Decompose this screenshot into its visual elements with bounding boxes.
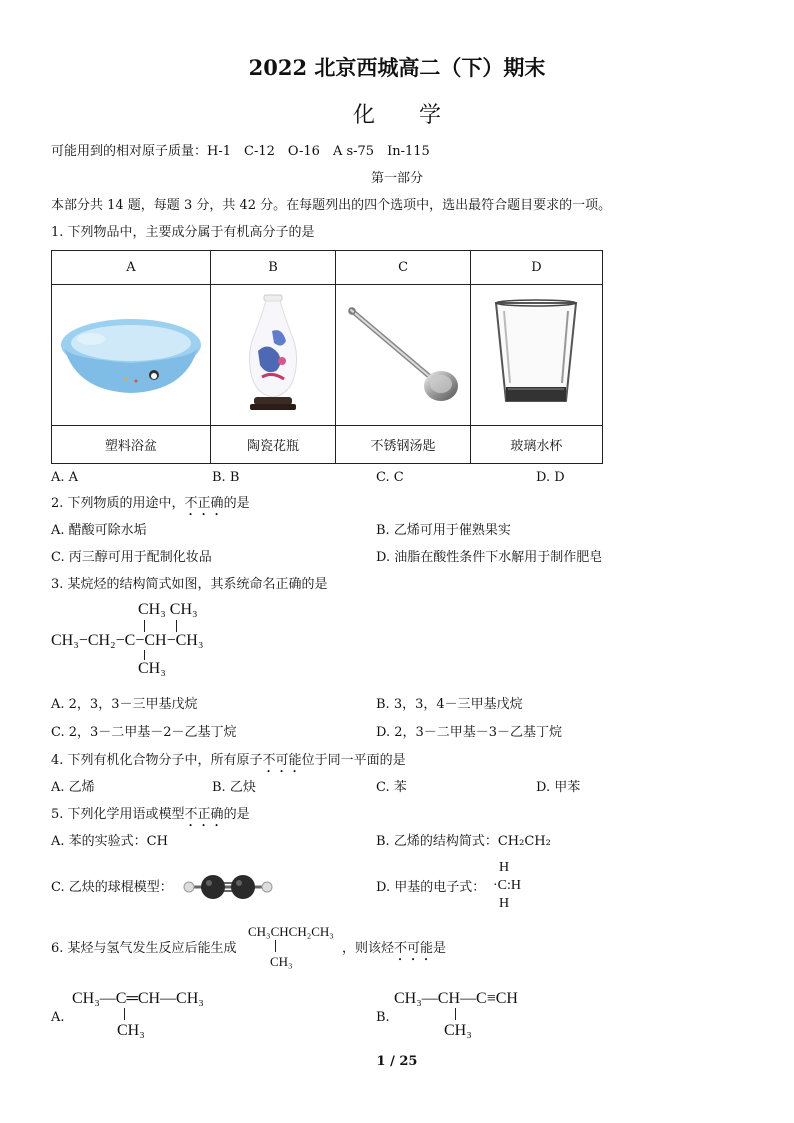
q2-option-c: C. 丙三醇可用于配制化妆品	[51, 550, 212, 565]
q2-stem: 2. 下列物质的用途中，不正确的是	[51, 496, 250, 511]
q4-option-a: A. 乙烯	[51, 780, 95, 795]
q1-header-d: D	[470, 251, 602, 285]
q1-header-b: B	[210, 251, 335, 285]
subject-title: 化 学	[352, 103, 441, 128]
q6-product-bond	[275, 940, 276, 952]
page-number: 1 / 25	[376, 1054, 418, 1069]
q1-option-b: B. B	[212, 470, 240, 485]
q6-option-a-bond	[124, 1008, 125, 1020]
q4-stem: 4. 下列有机化合物分子中，所有原子不可能位于同一平面的是	[51, 753, 406, 768]
q6-stem-prefix: 6. 某烃与氢气发生反应后能生成	[51, 941, 237, 956]
page-title: 2022 北京西城高二（下）期末	[248, 55, 546, 80]
q6-product-branch: CH₃	[270, 954, 293, 969]
q5-stem: 5. 下列化学用语或模型不正确的是	[51, 807, 250, 822]
q3-bond-up-2	[176, 620, 177, 632]
methyl-electron-bottom: H	[499, 896, 510, 911]
glass-cup-image	[470, 285, 602, 426]
q2-option-d: D. 油脂在酸性条件下水解用于制作肥皂	[376, 550, 603, 565]
q1-item-a: 塑料浴盆	[52, 426, 211, 464]
methyl-electron-mid: ·C:H	[493, 878, 521, 893]
q6-option-b-label: B.	[376, 1010, 390, 1025]
atomic-masses: 可能用到的相对原子质量：H-1 C-12 O-16 A s-75 In-115	[51, 144, 430, 159]
q2-emphasis: 不正确	[184, 496, 224, 511]
q6-option-a-label: A.	[51, 1010, 65, 1025]
q1-table	[51, 250, 603, 464]
q6-option-b-bond	[455, 1008, 456, 1020]
q5-emphasis: 不正确	[184, 807, 224, 822]
plastic-tub-image	[52, 285, 211, 426]
q1-header-a: A	[52, 251, 211, 285]
q3-structure-top: CH₃ CH₃	[138, 601, 198, 618]
ceramic-vase-image	[210, 285, 335, 426]
q5-option-d: D. 甲基的电子式：	[376, 880, 486, 895]
q4-emphasis: 不可能	[262, 753, 302, 768]
q1-option-d: D. D	[536, 470, 565, 485]
instructions: 本部分共 14 题，每题 3 分，共 42 分。在每题列出的四个选项中，选出最符合题目要求的一项。	[51, 198, 612, 213]
q6-option-a-branch: CH₃	[117, 1022, 145, 1039]
methyl-electron-top: H	[499, 860, 510, 875]
q3-stem: 3. 某烷烃的结构简式如图，其系统命名正确的是	[51, 577, 328, 592]
q1-option-c: C. C	[376, 470, 404, 485]
q3-structure-main: CH₃−CH₂−C−CH−CH₃	[51, 632, 204, 649]
q5-option-b: B. 乙烯的结构简式：CH₂CH₂	[376, 834, 551, 849]
q1-item-c: 不锈钢汤匙	[336, 426, 471, 464]
q4-option-d: D. 甲苯	[536, 780, 581, 795]
part-title: 第一部分	[370, 171, 423, 186]
q4-option-c: C. 苯	[376, 780, 407, 795]
q3-bond-up-1	[144, 620, 145, 632]
q1-stem: 1. 下列物品中，主要成分属于有机高分子的是	[51, 225, 315, 240]
q6-option-b-branch: CH₃	[444, 1022, 472, 1039]
q3-option-b: B. 3，3，4－三甲基戊烷	[376, 697, 523, 712]
q1-option-a: A. A	[51, 470, 79, 485]
q3-structure-bottom: CH₃	[138, 660, 166, 677]
q5-option-c: C. 乙炔的球棍模型：	[51, 880, 173, 895]
q2-option-a: A. 醋酸可除水垢	[51, 523, 147, 538]
q2-option-b: B. 乙烯可用于催熟果实	[376, 523, 511, 538]
q3-option-c: C. 2，3－二甲基－2－乙基丁烷	[51, 725, 237, 740]
q6-product-main: CH₃CHCH₂CH₃	[248, 924, 334, 939]
acetylene-ball-stick-model	[180, 872, 276, 902]
q1-header-c: C	[336, 251, 471, 285]
q1-item-d: 玻璃水杯	[470, 426, 602, 464]
q6-emphasis: 不可能	[394, 941, 434, 956]
q4-option-b: B. 乙炔	[212, 780, 256, 795]
q3-bond-down	[144, 650, 145, 660]
q5-option-a: A. 苯的实验式：CH	[51, 834, 168, 849]
steel-ladle-image	[336, 285, 471, 426]
q6-option-b-main: CH₃—CH—C≡CH	[394, 990, 518, 1007]
q6-stem-suffix: ，则该烃不可能是	[342, 941, 447, 956]
q1-item-b: 陶瓷花瓶	[210, 426, 335, 464]
q6-option-a-main: CH₃—C═CH—CH₃	[72, 990, 204, 1007]
q3-option-d: D. 2，3－二甲基－3－乙基丁烷	[376, 725, 563, 740]
q3-option-a: A. 2，3，3－三甲基戊烷	[51, 697, 198, 712]
